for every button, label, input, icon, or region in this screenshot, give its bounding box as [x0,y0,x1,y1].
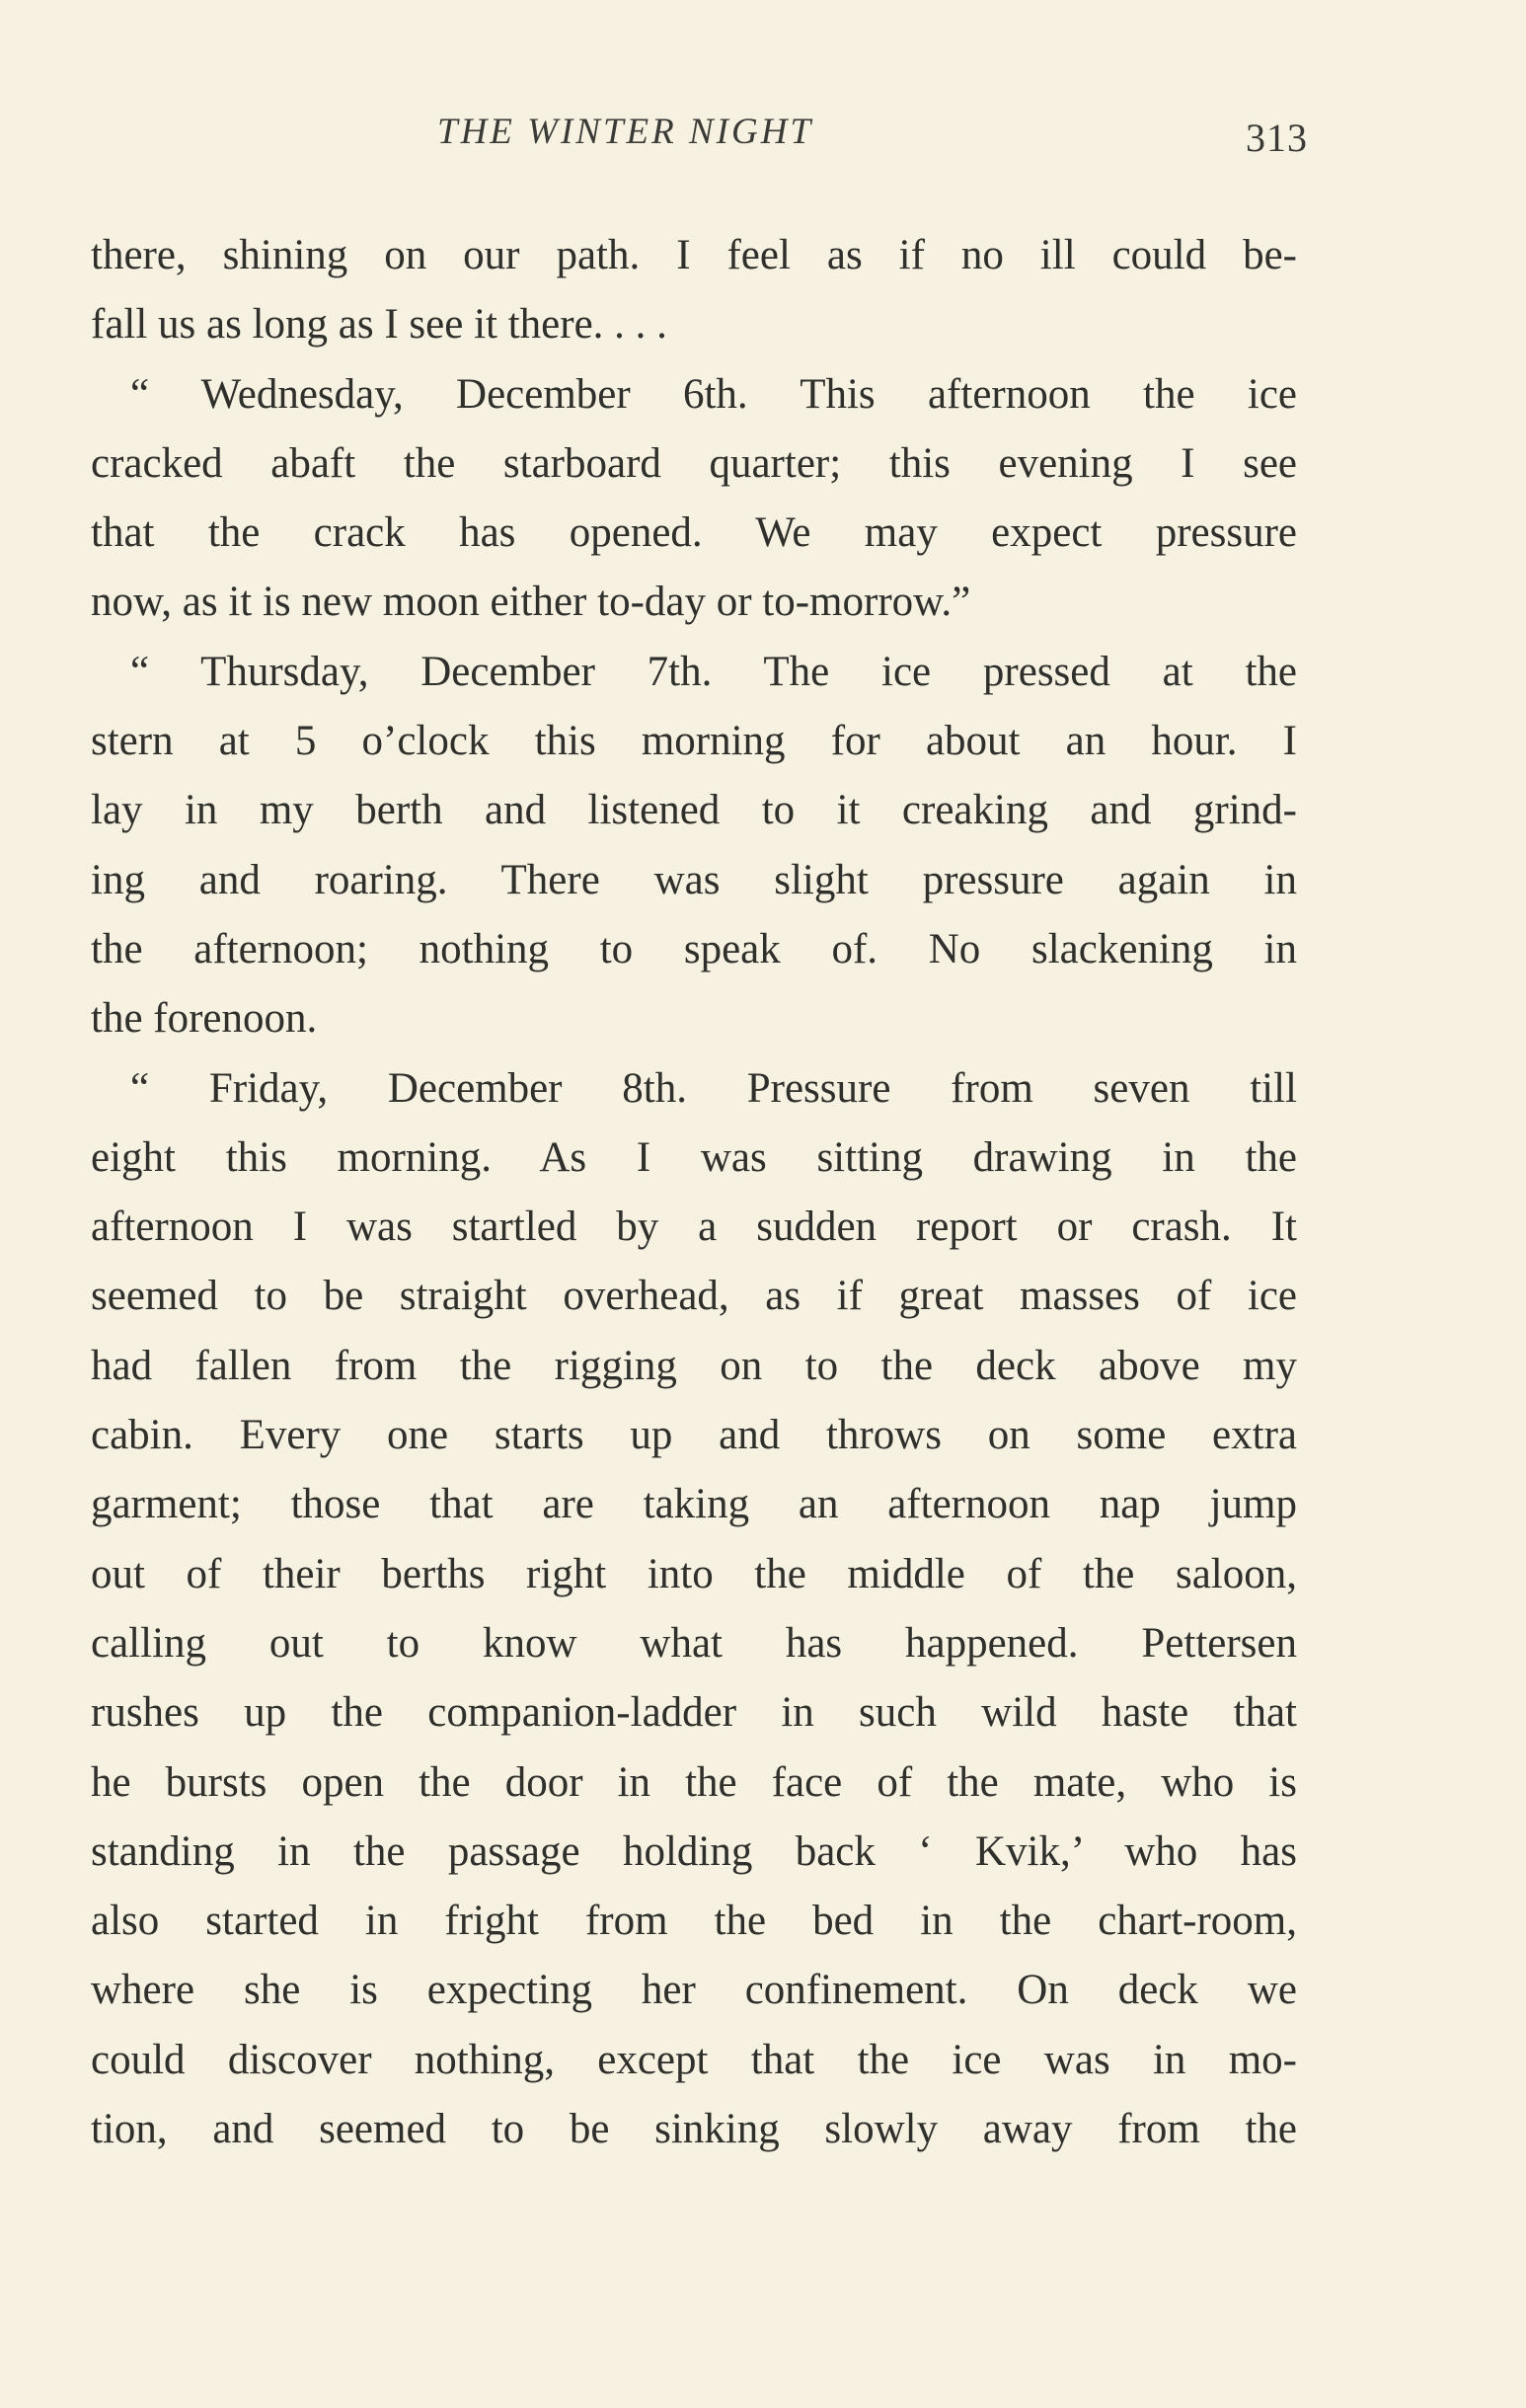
text-line: tion, and seemed to be sinking slowly away from the [91,2106,1297,2153]
text-line: seemed to be straight overhead, as if great masses of ice [91,1273,1297,1320]
text-line: eight this morning. As I was sitting drawing in the [91,1133,1297,1181]
text-line: that the crack has opened. We may expect pressure [91,509,1297,557]
text-line: calling out to know what has happened. Pettersen [91,1619,1297,1667]
text-line: fall us as long as I see it there. . . . [91,301,667,349]
text-line: he bursts open the door in the face of the mate, who is [91,1758,1297,1806]
text-line: now, as it is new moon either to-day or to-morrow.” [91,579,971,626]
text-line: the forenoon. [91,995,318,1043]
text-line: where she is expecting her confinement. On deck we [91,1967,1297,2014]
text-line: rushes up the companion-ladder in such wild haste that [91,1689,1297,1737]
text-line: “ Thursday, December 7th. The ice pressed at the [130,648,1297,695]
text-line: had fallen from the rigging on to the deck above my [91,1342,1297,1389]
text-line: could discover nothing, except that the ice was in mo- [91,2036,1297,2083]
text-line: “ Friday, December 8th. Pressure from seven till [130,1064,1297,1112]
text-line: cabin. Every one starts up and throws on some extra [91,1412,1297,1459]
text-line: standing in the passage holding back ‘ Kvik,’ who has [91,1827,1297,1875]
running-title: THE WINTER NIGHT [437,112,814,152]
running-head [0,107,1526,166]
text-line: out of their berths right into the middle of the saloon, [91,1550,1297,1597]
text-line: cracked abaft the starboard quarter; this evening I see [91,439,1297,487]
text-line: afternoon I was startled by a sudden report or crash. It [91,1204,1297,1251]
text-line: garment; those that are taking an afternoon nap jump [91,1481,1297,1528]
body-text [91,221,1297,2164]
text-line: there, shining on our path. I feel as if no ill could be- [91,232,1297,278]
text-line: stern at 5 o’clock this morning for about an hour. I [91,718,1297,765]
text-line: also started in fright from the bed in the chart-room, [91,1898,1297,1945]
text-line: “ Wednesday, December 6th. This afternoon the ice [130,370,1297,418]
text-line: ing and roaring. There was slight pressure again in [91,856,1297,903]
text-line: the afternoon; nothing to speak of. No slackening in [91,925,1297,972]
text-line: lay in my berth and listened to it creaking and grind- [91,787,1297,834]
page-number: 313 [1246,116,1308,160]
